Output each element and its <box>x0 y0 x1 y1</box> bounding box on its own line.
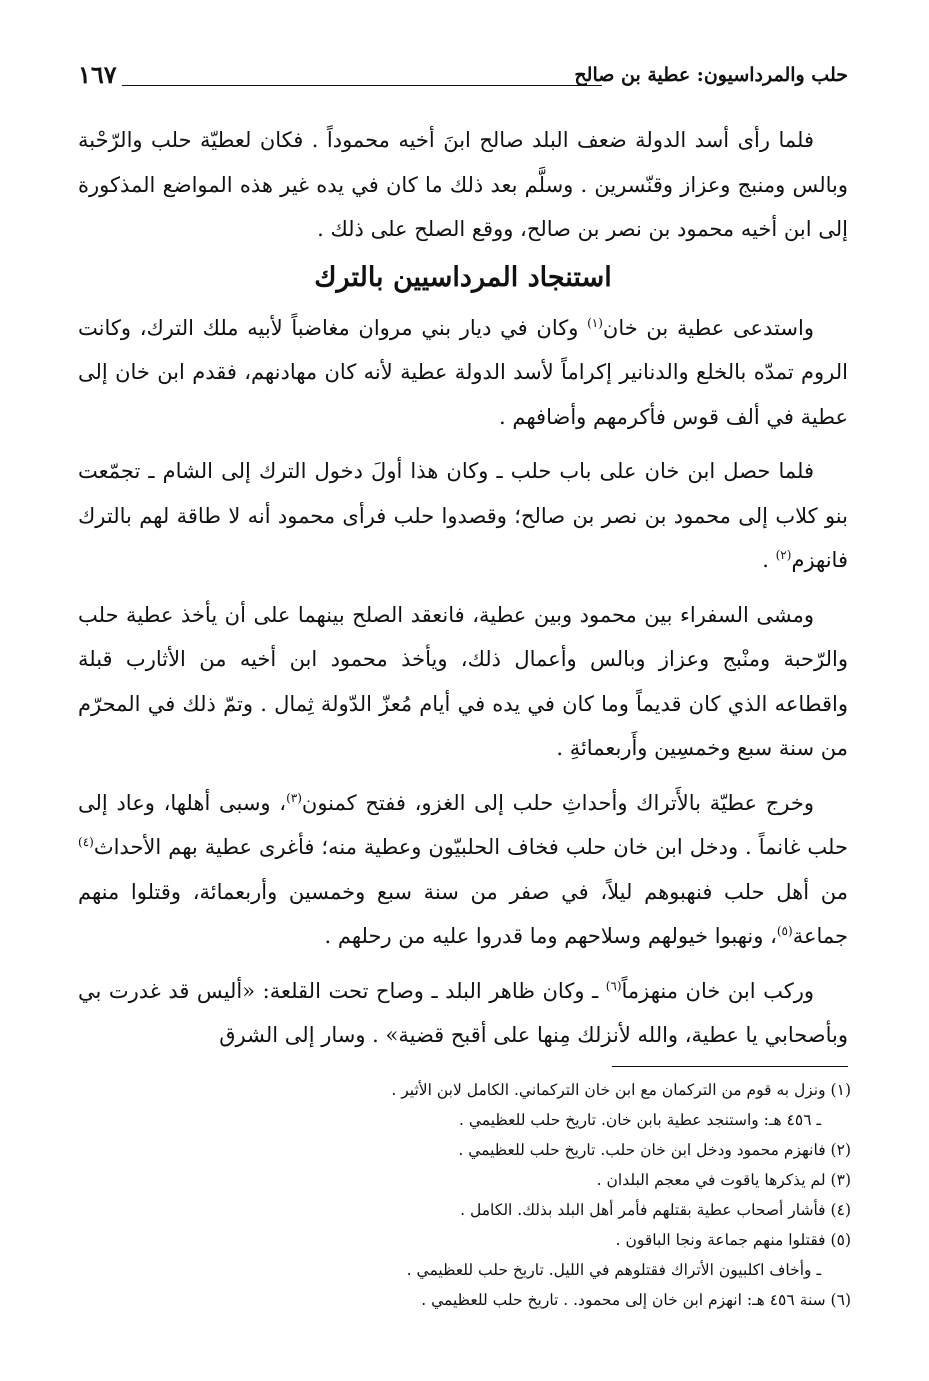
footnote-ref-5[interactable]: (٥) <box>776 924 793 938</box>
footnote-number: (٦) <box>830 1291 851 1309</box>
running-title: حلب والمرداسيون: عطية بن صالح <box>574 64 848 86</box>
paragraph-text: . <box>762 548 776 572</box>
footnote-1 <box>251 1075 851 1105</box>
paragraph-text: ، ونهبوا خيولهم وسلاحهم وما قدروا عليه من رحلهم . <box>324 924 777 948</box>
paragraph-5 <box>78 781 848 959</box>
paragraph-text: من أهل حلب فنهبوهم ليلاً، في صفر من سنة سبع وخمسين وأربعمائة، وقتلوا منهم جماعة <box>78 879 848 948</box>
header-rule <box>122 85 602 86</box>
footnote-6 <box>251 1285 851 1315</box>
footnote-text: لم يذكرها ياقوت في معجم البلدان . <box>596 1171 826 1189</box>
footnote-1-continued <box>251 1105 851 1135</box>
section-heading: استنجاد المرداسيين بالترك <box>314 261 612 293</box>
paragraph-text: فلما حصل ابن خان على باب حلب ـ وكان هذا أولَ دخول الترك إلى الشام ـ تجمّعت بنو كلاب إلى محمود بن نصر بن صالح؛ وقصدوا حلب فرأى محمود أنه لا طاقة لهم بالترك فانهزم <box>78 459 848 572</box>
paragraph-6 <box>78 969 848 1058</box>
paragraph-1: فلما رأى أسد الدولة ضعف البلد صالح ابنَ أخيه محموداً . فكان لعطيّة حلب والرّحْبة وبالس ومنبج وعزاز وقنّسرين . وسلَّم بعد ذلك ما كان في يده غير هذه المواضع المذكورة إلى ابن أخيه محمود بن نصر بن صالح، ووقع الصلح على ذلك . <box>78 128 848 241</box>
footnote-4 <box>251 1195 851 1225</box>
paragraph-text: ، وسبى أهلها، وعاد إلى حلب غانماً . ودخل ابن خان حلب فخاف الحلبيّون وعطية منه؛ فأغرى عطية بهم الأحداث <box>78 790 848 859</box>
paragraph-4: ومشى السفراء بين محمود وبين عطية، فانعقد الصلح بينهما على أن يأخذ عطية حلب والرّحبة ومنْبج وعزاز وبالس وأعمال ذلك، ويأخذ محمود ابن أخيه من الأثارب قبلة واقطاعه الذي كان قديماً وما كان في يده في أيام مُعزّ الدّولة ثِمال . وتمّ ذلك في المحرّم من سنة سبع وخمسِين وأَربعمائةِ . <box>78 602 848 760</box>
footnote-ref-3[interactable]: (٣) <box>286 790 302 805</box>
footnote-text: فقتلوا منهم جماعة ونجا الباقون . <box>615 1231 826 1249</box>
footnote-ref-2[interactable]: (٢) <box>775 548 792 562</box>
paragraph-3 <box>78 449 848 583</box>
paragraph-text: وركب ابن خان منهزماً <box>621 978 814 1003</box>
footnote-number: (٢) <box>830 1141 851 1159</box>
footnote-5 <box>251 1225 851 1255</box>
paragraph-text: وكان في ديار بني مروان مغاضباً لأبيه ملك الترك، وكانت الروم تمدّه بالخلع والدنانير إكراماً لأسد الدولة عطية لأنه كان مهادنهم، فقدم ابن خان إلى عطية في ألف قوس فأكرمهم وأضافهم . <box>78 315 848 429</box>
footnote-text: ـ ٤٥٦ هـ: واستنجد عطية بابن خان. تاريخ حلب للعظيمي . <box>458 1111 821 1129</box>
footnote-number: (٤) <box>830 1201 851 1219</box>
paragraph-text: ـ وكان ظاهر البلد ـ وصاح تحت القلعة: «أليس قد غدرت بي وبأصحابي يا عطية، والله لأنزلك مِنها على أقبح قضية» . وسار إلى الشرق <box>78 978 848 1047</box>
footnotes <box>251 1075 851 1315</box>
footnote-number: (٥) <box>830 1231 851 1249</box>
paragraph-text: واستدعى عطية بن خان <box>602 315 814 340</box>
page-header <box>78 58 848 98</box>
footnote-number: (١) <box>830 1081 851 1099</box>
page-number: ١٦٧ <box>78 60 117 89</box>
paragraph-text: وخرج عطيّة بالأَتراك وأحداثِ حلب إلى الغزو، ففتح كمنون <box>301 790 814 815</box>
footnote-ref-4[interactable]: (٤) <box>78 835 94 849</box>
footnote-2 <box>251 1135 851 1165</box>
footnote-text: فأشار أصحاب عطية بقتلهم فأمر أهل البلد بذلك. الكامل . <box>460 1201 826 1219</box>
footnote-ref-6[interactable]: (٦) <box>605 978 622 993</box>
paragraph-2 <box>78 306 848 440</box>
footnote-separator <box>612 1066 848 1067</box>
footnote-text: ونزل به قوم من التركمان مع ابن خان التركماني. الكامل لابن الأثير . <box>391 1081 826 1099</box>
footnote-ref-1[interactable]: (١) <box>587 315 603 330</box>
footnote-text: سنة ٤٥٦ هـ: انهزم ابن خان إلى محمود. . تاريخ حلب للعظيمي . <box>421 1291 826 1309</box>
footnote-text: ـ وأخاف اكلبيون الأتراك فقتلوهم في الليل. تاريخ حلب للعظيمي . <box>406 1261 821 1279</box>
footnote-number: (٣) <box>830 1171 851 1189</box>
main-text <box>78 118 848 1058</box>
footnote-text: فانهزم محمود ودخل ابن خان حلب. تاريخ حلب للعظيمي . <box>458 1141 826 1159</box>
footnote-5-continued <box>251 1255 851 1285</box>
footnote-3 <box>251 1165 851 1195</box>
